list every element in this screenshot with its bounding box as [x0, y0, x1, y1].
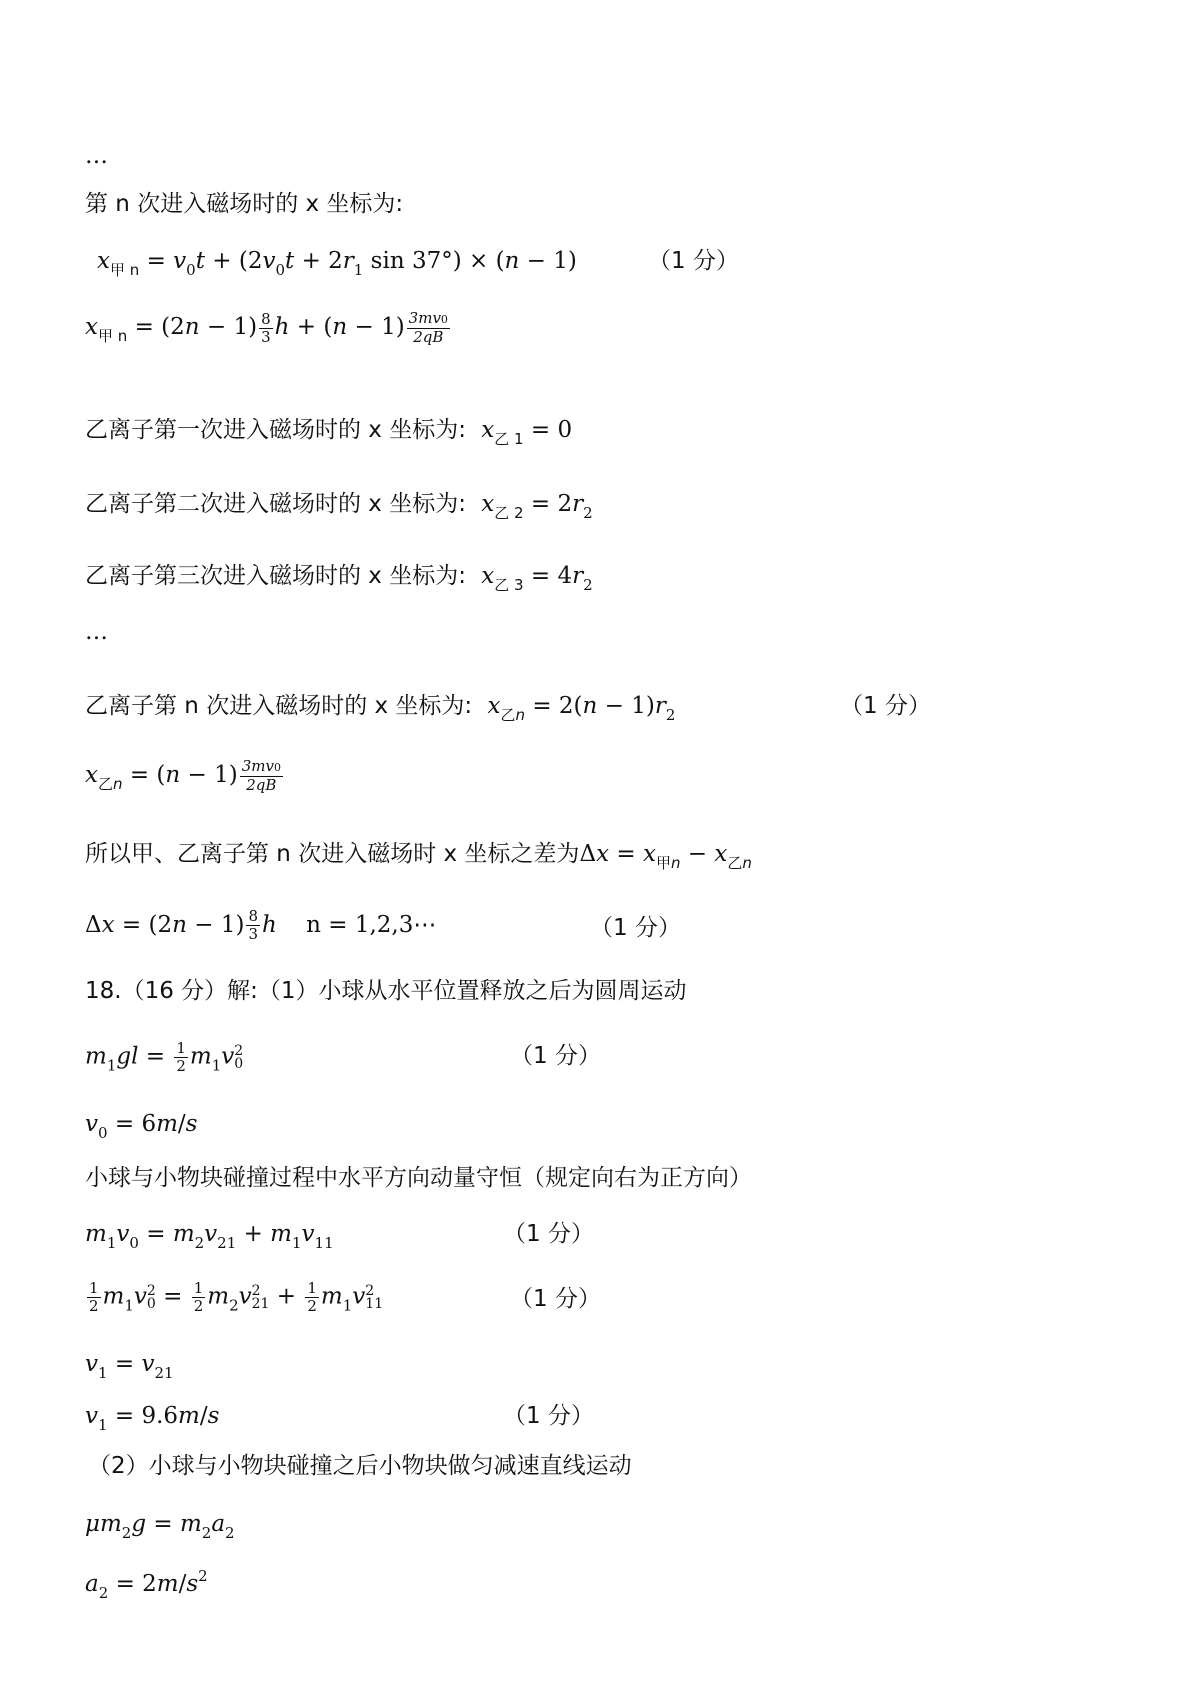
- difference-label: 所以甲、乙离子第 n 次进入磁场时 x 坐标之差为: [85, 841, 580, 867]
- equation-energy-release: $m_1gl$ = $\frac{1}{2}$ $m_1v$ 2 0: [85, 1039, 244, 1075]
- yi-second-label: 乙离子第二次进入磁场时的 x 坐标为:: [85, 491, 466, 517]
- equation-v1-equals-v21: $v_1 = v_{21}$: [85, 1351, 174, 1382]
- equation-v0-result: $v_0 = 6m/s$: [85, 1111, 198, 1142]
- score-label: （1 分）: [503, 1403, 594, 1429]
- yi-nth-label: 乙离子第 n 次进入磁场时的 x 坐标为:: [85, 693, 473, 719]
- yi-nth-entry-line: [85, 690, 675, 731]
- equation-x-jia-n: $x_{甲 n} = (2n - 1)$ $\frac{8}{3}$ h + (n − 1) $\frac{3mv0}{2qB}$: [85, 309, 448, 346]
- equation-x-yi-3: $x_{乙 3} = 4r_2$: [481, 563, 593, 594]
- score-label: （1 分）: [648, 248, 739, 274]
- equation-momentum: $m_1v_0 = m_2v_{21} + m_1v_{11}$: [85, 1221, 334, 1252]
- equation-x-yi-n-expanded: $x_{乙n} = (n - 1)$ $\frac{3mv0}{2qB}$: [85, 757, 281, 794]
- score-label: （1 分）: [510, 1043, 601, 1069]
- yi-third-label: 乙离子第三次进入磁场时的 x 坐标为:: [85, 563, 466, 589]
- yi-third-entry-line: [85, 560, 593, 601]
- equation-x-yi-1: $x_{乙 1} = 0$: [481, 417, 573, 448]
- delta-x-result-line: [85, 908, 436, 943]
- yi-first-label: 乙离子第一次进入磁场时的 x 坐标为:: [85, 417, 466, 443]
- nth-entry-label: 第 n 次进入磁场时的 x 坐标为:: [85, 191, 404, 217]
- ellipsis-line: …: [85, 143, 108, 169]
- yi-first-entry-line: [85, 414, 572, 455]
- yi-second-entry-line: [85, 488, 593, 529]
- equation-kinetic-energy: $\frac{1}{2}$ $m_1v$ 2 0 = $\frac{1}{2}$ $m_2v$ 2 21 + $\frac{1}{2}$ $m_1v$ 2 11: [89, 1279, 384, 1315]
- n-values: n = 1,2,3⋯: [306, 911, 437, 938]
- part-2-header: （2）小球与小物块碰撞之后小物块做匀减速直线运动: [88, 1453, 632, 1479]
- equation-x-yi-2: $x_{乙 2} = 2r_2$: [481, 491, 593, 522]
- difference-line: [85, 838, 752, 879]
- equation-a2-result: $a_2 = 2m/s^2$: [85, 1567, 208, 1602]
- score-label: （1 分）: [503, 1221, 594, 1247]
- momentum-note: 小球与小物块碰撞过程中水平方向动量守恒（规定向右为正方向）: [85, 1165, 752, 1191]
- equation-x-yi-n: $x_{乙n} = 2(n - 1)r_2$: [487, 693, 676, 724]
- ellipsis-line-2: …: [85, 619, 108, 645]
- equation-v1-result: $v_1 = 9.6m/s$: [85, 1403, 220, 1434]
- score-label: （1 分）: [590, 915, 681, 941]
- score-label: （1 分）: [840, 693, 931, 719]
- equation-friction: $\mu m_2g = m_2a_2$: [85, 1511, 235, 1542]
- equation-x-jia-n-expanded: $x_{甲 n} = v_0t + (2v_0t + 2r_1$ sin 37°) × (n − 1): [97, 248, 577, 279]
- score-label: （1 分）: [510, 1286, 601, 1312]
- equation-delta-x: Δx = (2n − 1) $\frac{8}{3}$ h: [85, 907, 277, 943]
- question-18-header: 18.（16 分）解:（1）小球从水平位置释放之后为圆周运动: [85, 978, 687, 1004]
- equation-delta-x-definition: $\Delta x = x_{甲n} - x_{乙n}$: [579, 841, 752, 872]
